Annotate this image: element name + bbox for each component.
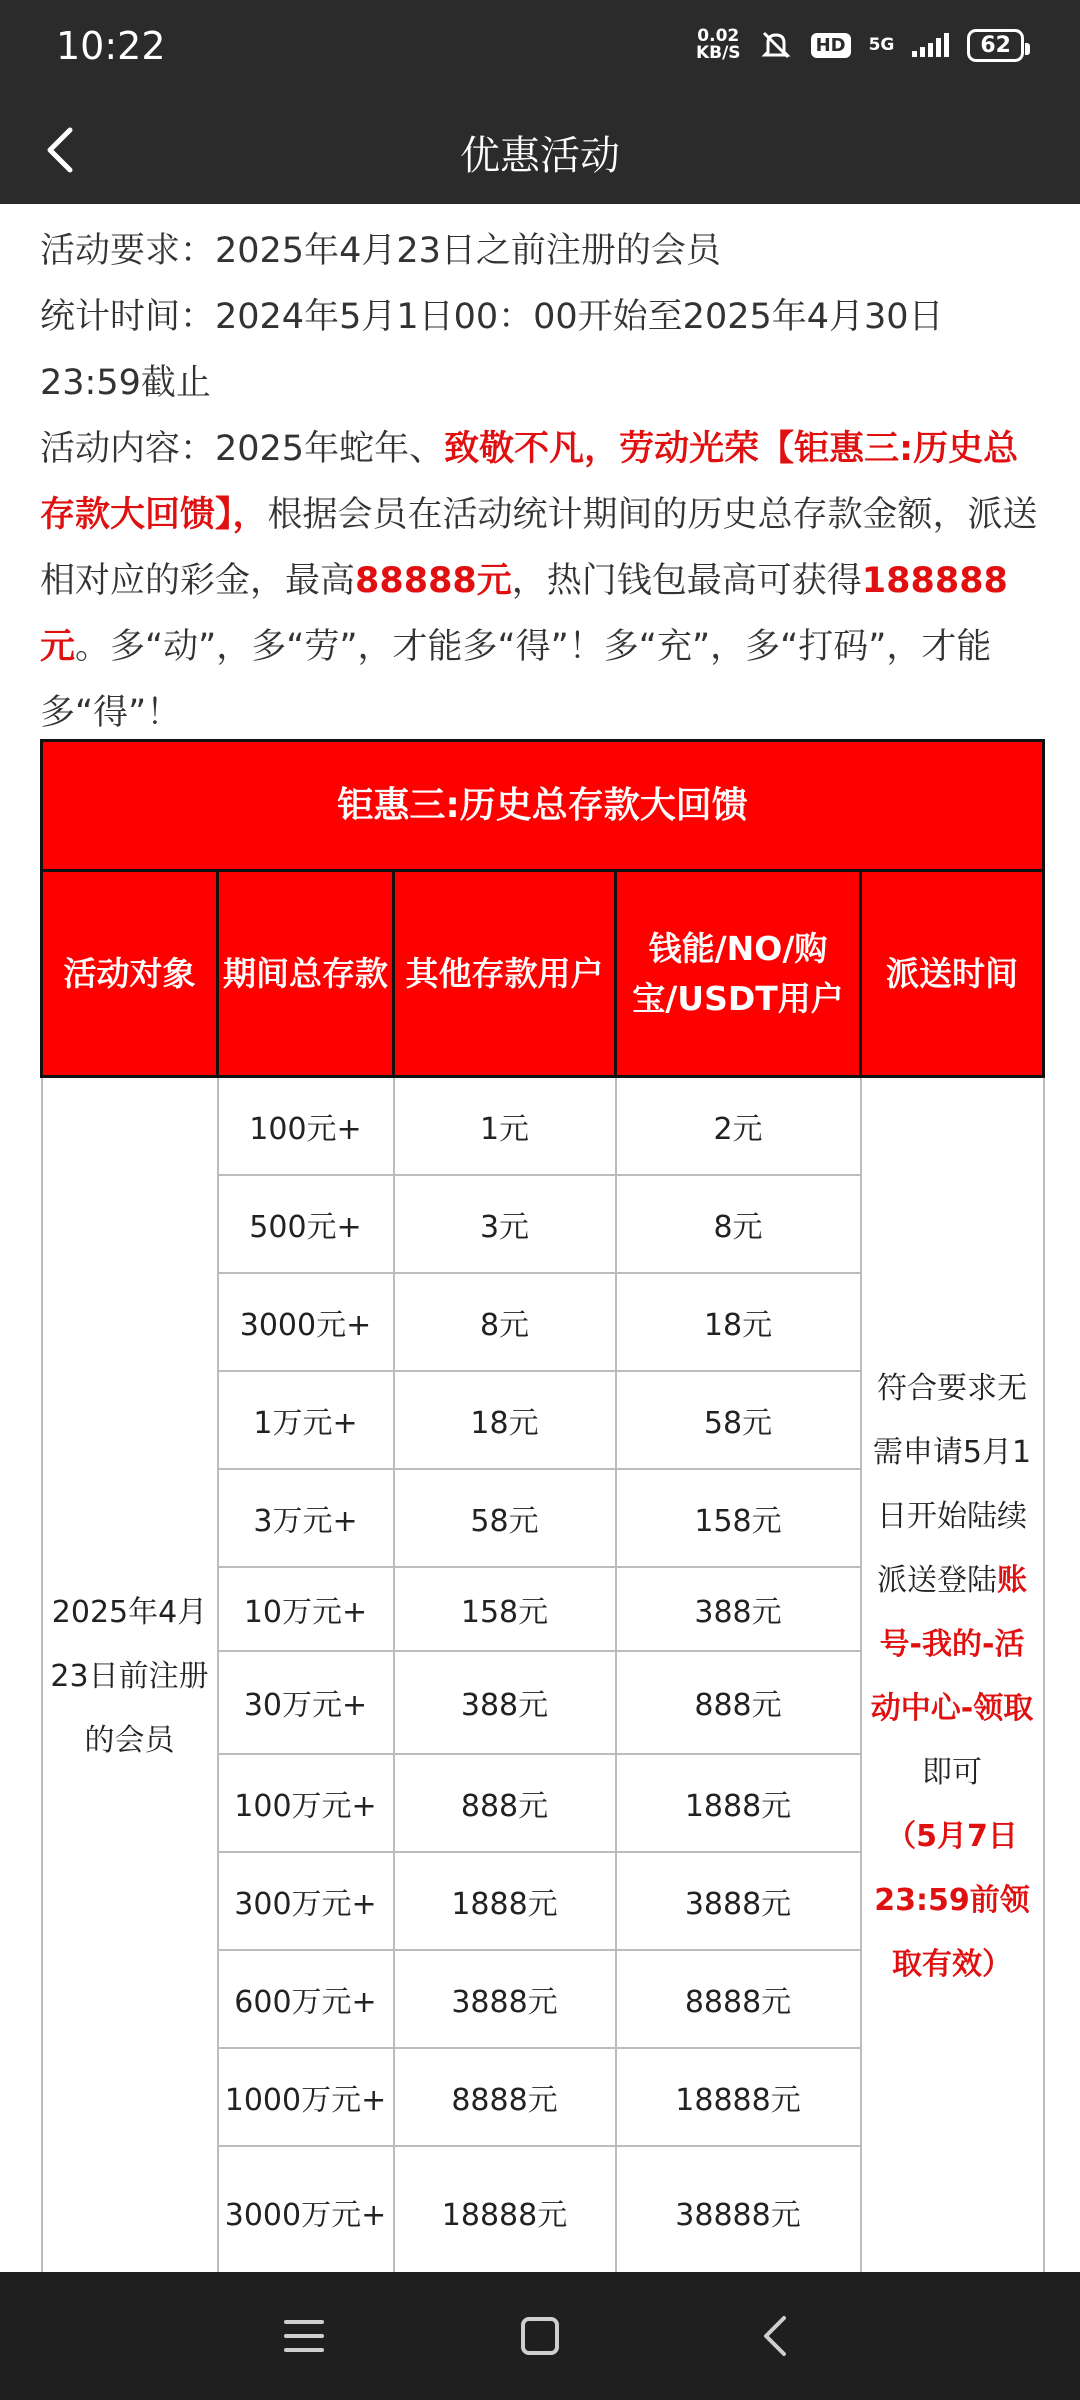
other-cell: 888元	[394, 1754, 616, 1852]
activity-requirement: 活动要求：2025年4月23日之前注册的会员	[40, 231, 721, 271]
deposit-cell: 300万元+	[218, 1852, 394, 1950]
other-cell: 8888元	[394, 2048, 616, 2146]
column-header: 其他存款用户	[394, 871, 616, 1077]
system-nav-bar	[0, 2272, 1080, 2400]
delivery-time-cell	[861, 1077, 1044, 2278]
deposit-cell: 1000万元+	[218, 2048, 394, 2146]
wallet-cell: 38888元	[616, 2146, 861, 2278]
wallet-cell: 3888元	[616, 1852, 861, 1950]
wallet-cell: 18888元	[616, 2048, 861, 2146]
column-header: 活动对象	[42, 871, 218, 1077]
column-header: 钱能/NO/购宝/USDT用户	[616, 871, 861, 1077]
content-text: 根据会员在活动统计期间的历史总存款金额，派送相对应的彩金，最高	[40, 495, 1038, 601]
deposit-cell: 1万元+	[218, 1371, 394, 1469]
table-title: 钜惠三:历史总存款大回馈	[42, 741, 1044, 871]
page-title: 优惠活动	[460, 133, 620, 179]
bonus-table	[40, 739, 1045, 2279]
other-cell: 18元	[394, 1371, 616, 1469]
other-cell: 1888元	[394, 1852, 616, 1950]
wallet-cell: 8888元	[616, 1950, 861, 2048]
delivery-text-2: 即可	[922, 1755, 983, 1791]
wallet-cell: 18元	[616, 1273, 861, 1371]
status-icons	[696, 28, 1024, 62]
app-header	[0, 96, 1080, 204]
menu-icon[interactable]	[272, 2304, 336, 2368]
target-members-cell: 2025年4月23日前注册的会员	[42, 1077, 218, 2278]
other-cell: 3元	[394, 1175, 616, 1273]
signal-icon	[912, 33, 949, 57]
other-cell: 3888元	[394, 1950, 616, 2048]
column-header: 期间总存款	[218, 871, 394, 1077]
other-cell: 1元	[394, 1077, 616, 1175]
delivery-deadline: （5月7日23:59前领取有效）	[874, 1819, 1030, 1983]
deposit-cell: 600万元+	[218, 1950, 394, 2048]
content-label: 活动内容：2025年蛇年、	[40, 429, 445, 469]
network-speed-unit: KB/S	[695, 43, 741, 63]
column-header: 派送时间	[861, 871, 1044, 1077]
delivery-text: 符合要求无需申请5月1日开始陆续派送登陆	[872, 1371, 1032, 1599]
deposit-cell: 3000万元+	[218, 2146, 394, 2278]
wallet-cell: 888元	[616, 1651, 861, 1754]
wallet-cell: 8元	[616, 1175, 861, 1273]
wallet-cell: 388元	[616, 1567, 861, 1651]
hd-badge: HD	[811, 33, 851, 58]
deposit-cell: 3万元+	[218, 1469, 394, 1567]
wallet-cell: 58元	[616, 1371, 861, 1469]
wallet-cell: 1888元	[616, 1754, 861, 1852]
deposit-cell: 500元+	[218, 1175, 394, 1273]
other-cell: 18888元	[394, 2146, 616, 2278]
max-wallet-bonus: 188888元	[40, 561, 1008, 667]
table-row	[42, 1077, 1044, 1175]
back-icon[interactable]	[744, 2304, 808, 2368]
deposit-cell: 3000元+	[218, 1273, 394, 1371]
deposit-cell: 100元+	[218, 1077, 394, 1175]
wallet-cell: 158元	[616, 1469, 861, 1567]
delivery-path: 账号-我的-活动中心-领取	[870, 1563, 1034, 1727]
home-square-icon[interactable]	[508, 2304, 572, 2368]
battery-icon: 62	[967, 29, 1024, 62]
wallet-cell: 2元	[616, 1077, 861, 1175]
other-cell: 58元	[394, 1469, 616, 1567]
deposit-cell: 10万元+	[218, 1567, 394, 1651]
table-header-row	[42, 871, 1044, 1077]
content-text-2: ，热门钱包最高可获得	[511, 561, 862, 601]
deposit-cell: 30万元+	[218, 1651, 394, 1754]
activity-content	[40, 416, 1040, 746]
status-bar	[0, 0, 1080, 96]
network-type: 5G	[868, 35, 895, 55]
content-text-3: 。多“动”，多“劳”，才能多“得”！多“充”，多“打码”，才能多“得”！	[40, 627, 992, 733]
bell-muted-icon	[759, 28, 793, 62]
activity-description	[40, 218, 1040, 746]
other-cell: 8元	[394, 1273, 616, 1371]
clock: 10:22	[56, 24, 166, 68]
other-cell: 388元	[394, 1651, 616, 1754]
network-speed	[696, 28, 741, 62]
activity-period: 统计时间：2024年5月1日00：00开始至2025年4月30日23:59截止	[40, 297, 944, 403]
max-bonus: 88888元	[355, 561, 512, 601]
other-cell: 158元	[394, 1567, 616, 1651]
network-speed-value: 0.02	[697, 26, 740, 46]
content-highlight-title: 致敬不凡，劳动光荣【钜惠三:历史总存款大回馈】，	[40, 429, 1019, 535]
deposit-cell: 100万元+	[218, 1754, 394, 1852]
